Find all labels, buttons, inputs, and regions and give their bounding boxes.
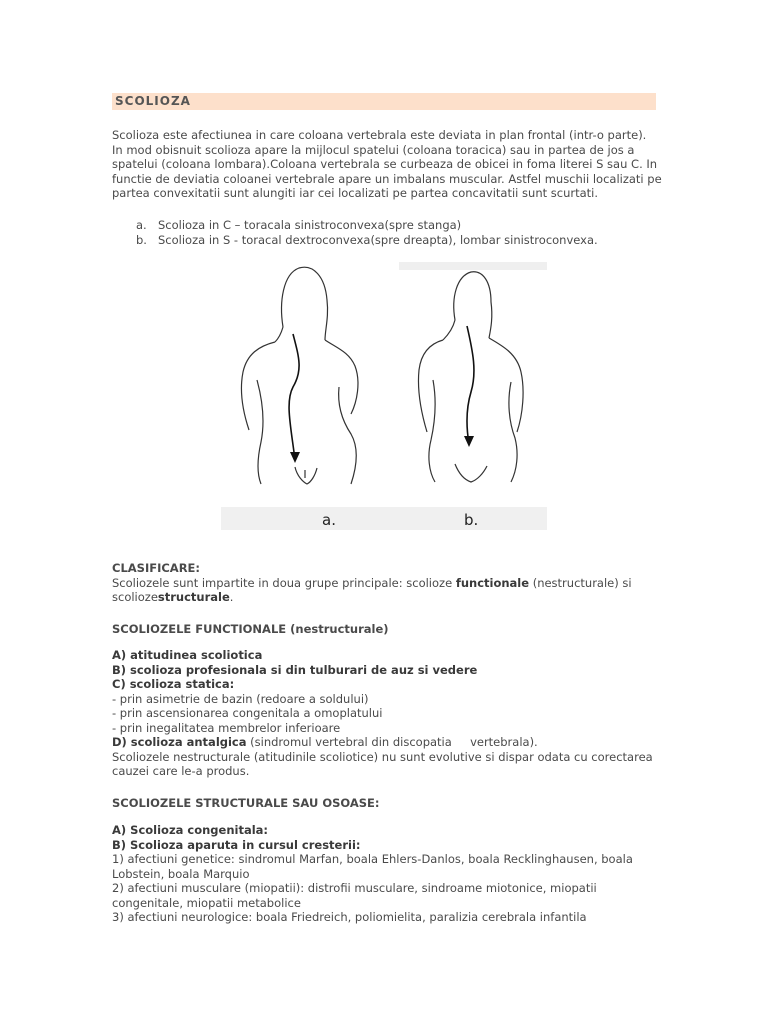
functionale-item: B) scolioza profesionala si din tulburari de auz si vedere	[112, 662, 478, 677]
list-item-text: Scolioza in S - toracal dextroconvexa(spre dreapta), lombar sinistroconvexa.	[158, 233, 598, 247]
functionale-item: A) atitudinea scoliotica	[112, 648, 263, 662]
figure-label-b: b.	[464, 511, 479, 529]
functionale-item-detail: (sindromul vertebral din discopatia vertebrala).	[246, 735, 538, 749]
functionale-heading: SCOLIOZELE FUNCTIONALE (nestructurale)	[112, 622, 389, 636]
list-item-text: Scolioza in C – toracala sinistroconvexa(spre stanga)	[158, 218, 462, 232]
clasificare-text: .	[229, 590, 234, 604]
structurale-subitem: 1) afectiuni genetice: sindromul Marfan, boala Ehlers-Danlos, boala Recklinghausen, boala	[112, 852, 633, 866]
structurale-subitem: congenitale, miopatii metabolice	[112, 895, 301, 910]
structurale-heading: SCOLIOZELE STRUCTURALE SAU OSOASE:	[112, 796, 380, 810]
intro-line: spatelui (coloana lombara).Coloana vertebrala se curbeaza de obicei in foma literei S sau C. In	[112, 157, 658, 171]
clasificare-bold-term: functionale	[455, 575, 530, 590]
list-item-s-scoliosis	[136, 233, 656, 248]
statica-subitem: - prin inegalitatea membrelor inferioare	[112, 720, 341, 735]
structurale-subitem: 3) afectiuni neurologice: boala Friedreich, poliomielita, paralizia cerebrala infantila	[112, 910, 587, 924]
clasificare-heading: CLASIFICARE:	[112, 561, 201, 575]
clasificare-section	[112, 561, 657, 605]
intro-paragraph	[112, 128, 662, 201]
structurale-subitem: Lobstein, boala Marquio	[112, 866, 250, 881]
structurale-list	[112, 823, 657, 925]
structurale-subitem: 2) afectiuni musculare (miopatii): distrofii musculare, sindroame miotonice, miopatii	[112, 881, 597, 895]
functionale-list	[112, 648, 657, 779]
title-banner	[112, 93, 656, 110]
clasificare-text: (nestructurale) si	[529, 575, 632, 590]
statica-subitem: - prin asimetrie de bazin (redoare a soldului)	[112, 691, 369, 706]
intro-line: functie de deviatia coloanei vertebrale apare un imbalans muscular. Astfel muschii localizati pe	[112, 171, 662, 186]
structurale-item: A) Scolioza congenitala:	[112, 823, 269, 837]
scoliosis-illustration	[221, 262, 547, 530]
intro-line: Scolioza este afectiunea in care coloana vertebrala este deviata in plan frontal (intr-o parte).	[112, 128, 647, 142]
functionale-note: Scoliozele nestructurale (atitudinile scoliotice) nu sunt evolutive si dispar odata cu corectarea	[112, 749, 653, 764]
list-marker: b.	[136, 233, 147, 247]
clasificare-text: scoliozе	[112, 590, 158, 604]
functionale-heading-block	[112, 622, 657, 637]
intro-line: In mod obisnuit scolioza apare la mijlocul spatelui (coloana toracica) sau in partea de jos a	[112, 142, 635, 157]
statica-subitem: - prin ascensionarea congenitala a omoplatului	[112, 706, 383, 720]
figure-label-a: a.	[322, 511, 336, 529]
functionale-note: cauzei care le-a produs.	[112, 764, 250, 778]
functionale-item: D) scolioza antalgica	[112, 735, 247, 749]
list-item-c-scoliosis	[136, 218, 656, 233]
page-title: SCOLIOZA	[115, 94, 191, 108]
functionale-item: C) scolioza statica:	[112, 677, 235, 691]
clasificare-bold-term: structurale	[157, 590, 230, 604]
intro-line: partea convexitatii sunt alungiti iar cei localizati pe partea concavitatii sunt scurtati.	[112, 186, 599, 200]
clasificare-text: Scoliozele sunt impartite in doua grupe principale: scolioze	[112, 575, 456, 590]
structurale-heading-block	[112, 796, 657, 811]
structurale-item: B) Scolioza aparuta in cursul cresterii:	[112, 837, 361, 852]
list-marker: a.	[136, 218, 147, 232]
